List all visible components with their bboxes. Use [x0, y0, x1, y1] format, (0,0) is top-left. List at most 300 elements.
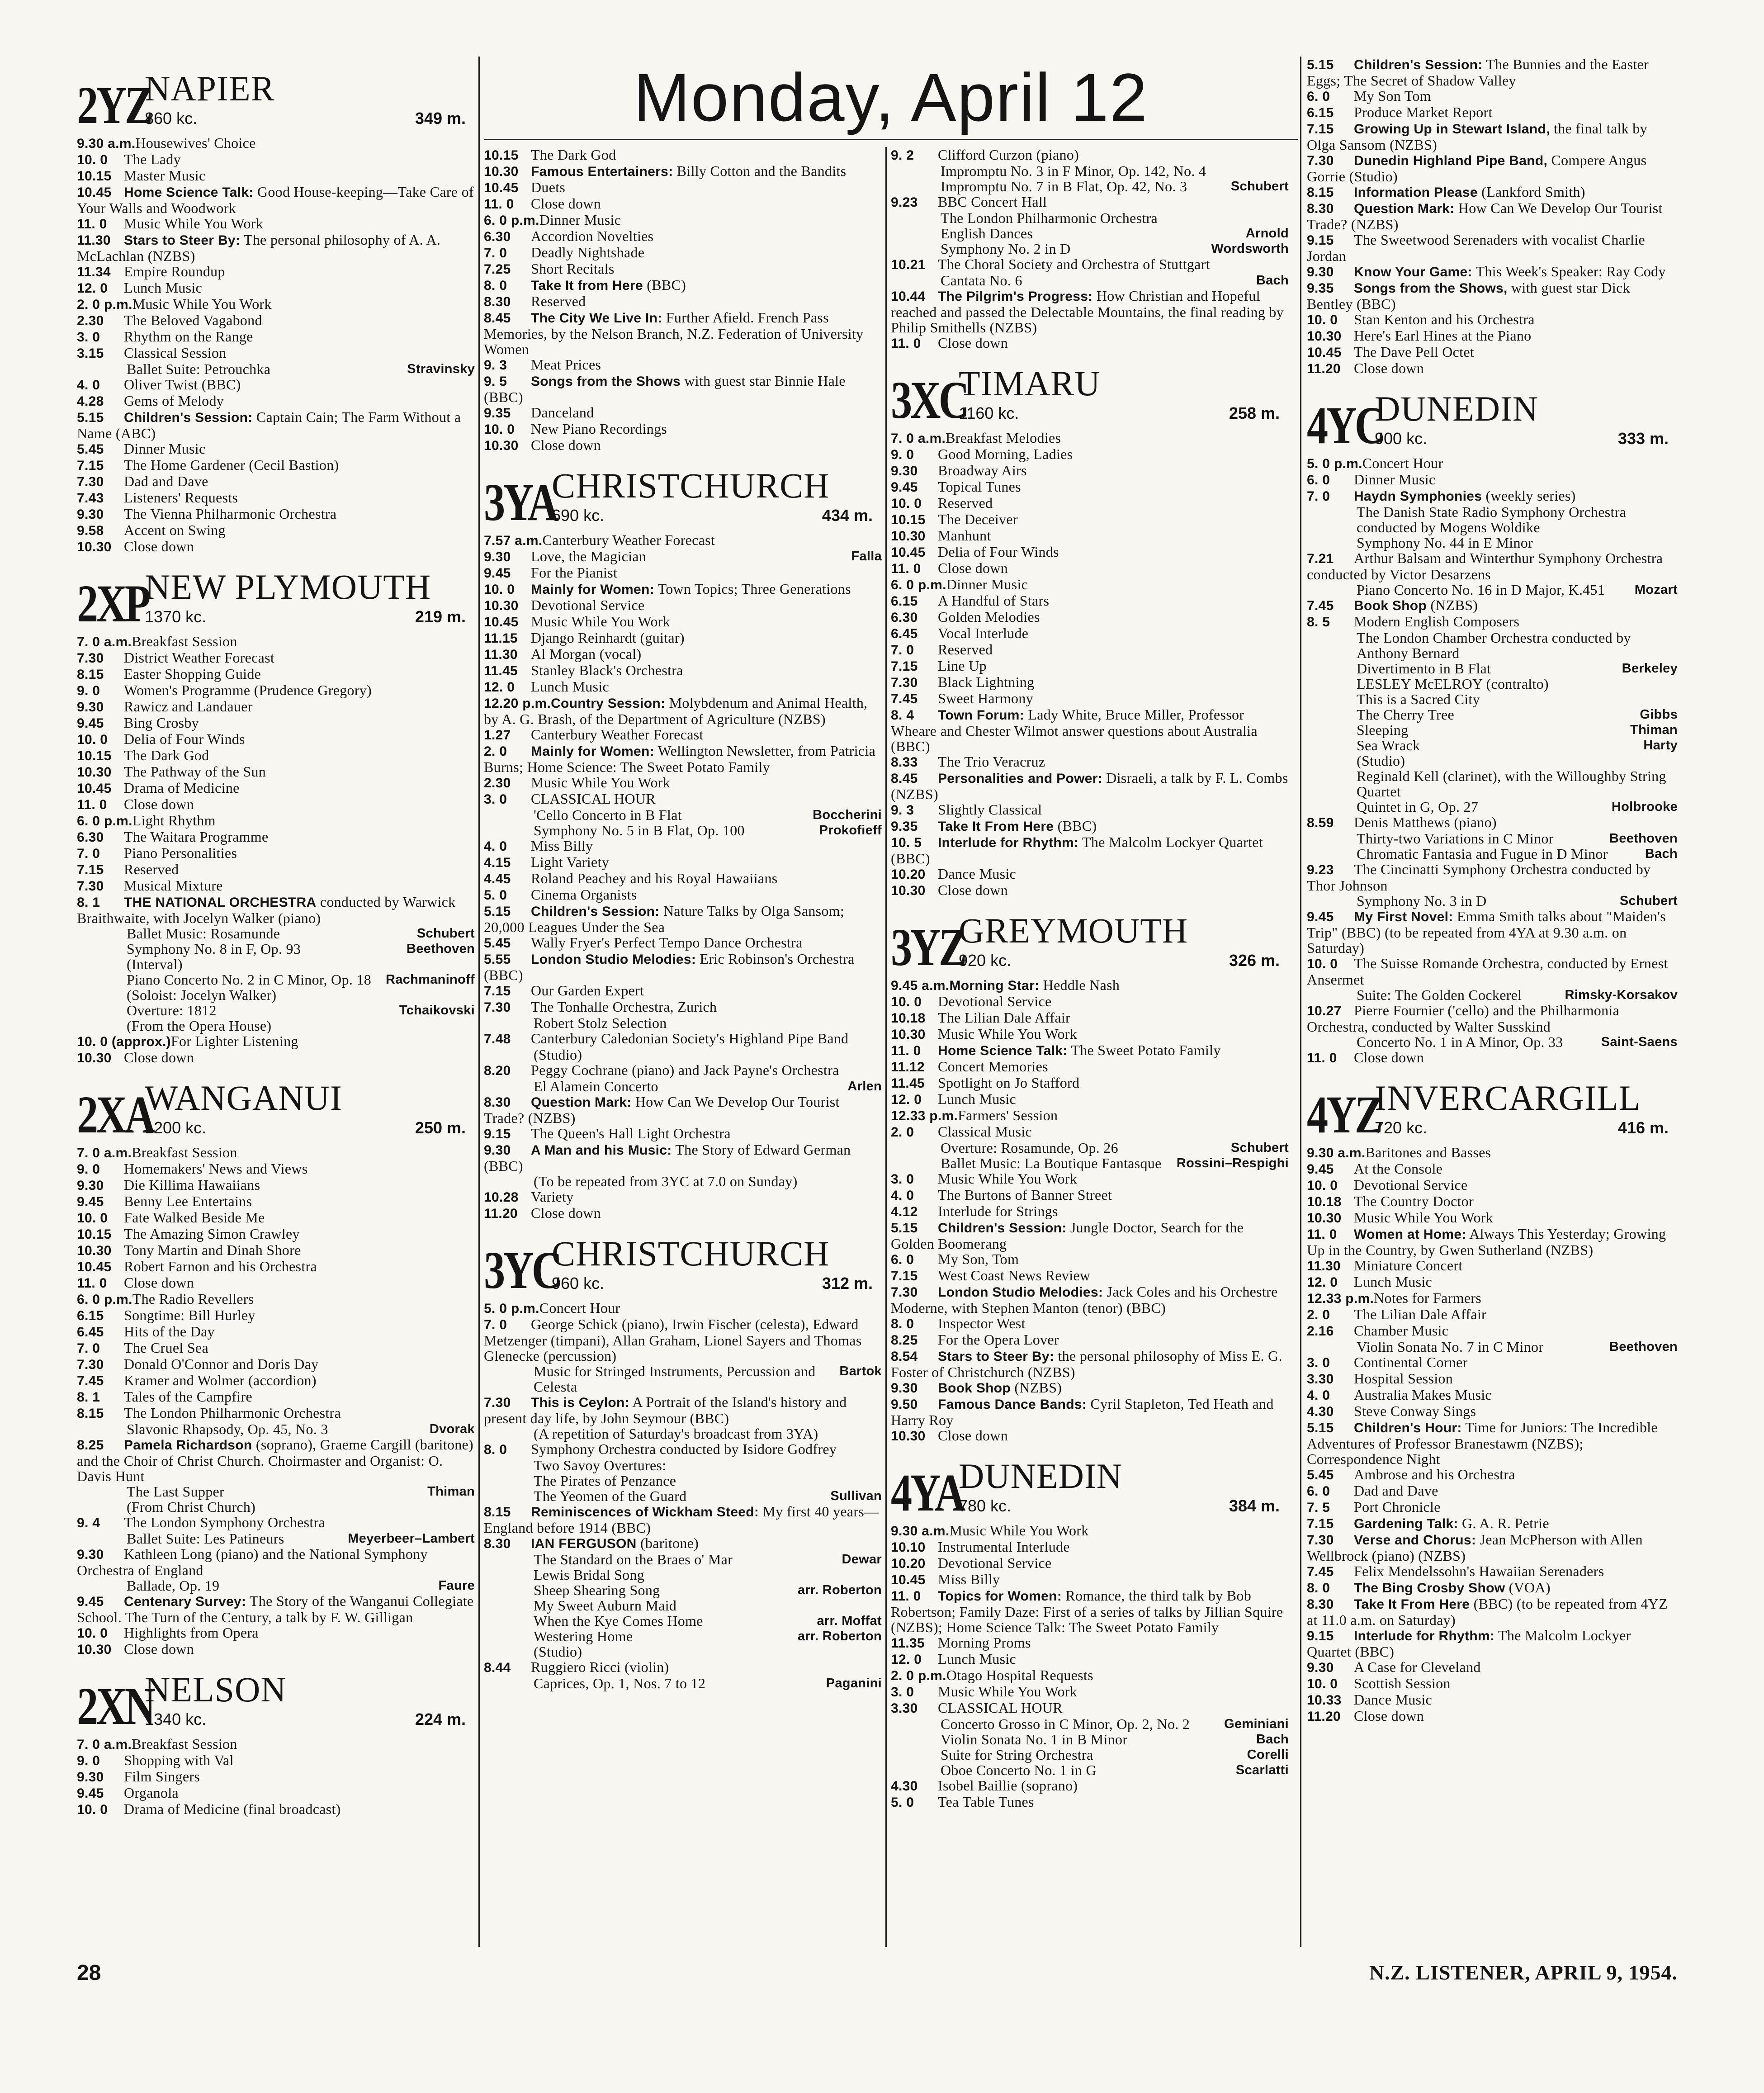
- program-time: 10. 0: [77, 152, 108, 167]
- program-item: [484, 212, 882, 228]
- program-item: [484, 823, 882, 838]
- program-time: 5. 0: [891, 1795, 914, 1810]
- program-title: Ballade, Op. 19: [127, 1577, 220, 1594]
- program-item: [77, 152, 475, 168]
- program-time: 10.18: [891, 1011, 926, 1026]
- program-item: [1307, 104, 1678, 121]
- program-time: 9.45: [891, 480, 918, 495]
- program-time: 3.30: [1307, 1372, 1334, 1387]
- program-title: Interlude for Strings: [938, 1203, 1058, 1219]
- program-item: [77, 441, 475, 457]
- program-item: [1307, 768, 1678, 799]
- program-title: LESLEY McELROY (contralto): [1357, 676, 1549, 692]
- program-item: [891, 707, 1289, 754]
- program-time: 12. 0: [891, 1092, 922, 1107]
- program-description: with guest star Dick Bentley (BBC): [1307, 279, 1630, 312]
- program-time: 10.28: [484, 1190, 519, 1205]
- program-item: [1307, 152, 1678, 184]
- program-item: [77, 1437, 475, 1484]
- program-description: Good House-keeping—Take Care of Your Walls and Woodwork: [77, 184, 474, 216]
- composer: Sullivan: [830, 1489, 882, 1503]
- program-item: [891, 1778, 1289, 1794]
- program-time: 10. 0: [1307, 1676, 1338, 1691]
- program-item: [484, 951, 882, 983]
- program-title: (Studio): [1357, 753, 1405, 769]
- program-time: 2.30: [484, 776, 511, 791]
- program-title: Sleeping: [1357, 722, 1409, 738]
- program-title: Produce Market Report: [1354, 104, 1493, 120]
- program-item: [1307, 1003, 1678, 1034]
- station-block: [891, 360, 1289, 899]
- program-time: 10.15: [484, 148, 519, 163]
- program-title: The Bing Crosby Show: [1354, 1581, 1505, 1596]
- station-city: DUNEDIN: [1375, 389, 1539, 428]
- program-title: The Lilian Dale Affair: [938, 1009, 1071, 1026]
- program-item: [1307, 550, 1678, 582]
- station-call-sign: 3YA: [484, 473, 557, 532]
- program-title: Close down: [531, 195, 601, 212]
- composer: Dvorak: [429, 1422, 475, 1436]
- program-title: Devotional Service: [1354, 1177, 1468, 1193]
- program-item: [77, 666, 475, 682]
- program-title: The Cruel Sea: [124, 1340, 208, 1356]
- program-item: [77, 1307, 475, 1324]
- program-item: [77, 393, 475, 409]
- program-title: Tea Table Tunes: [938, 1794, 1034, 1810]
- program-time: 9.30: [77, 1770, 104, 1785]
- program-time: 11.35: [891, 1636, 925, 1651]
- program-title: Songs from the Shows,: [1354, 281, 1508, 296]
- program-item: [77, 135, 475, 152]
- newspaper-page: [77, 57, 1678, 2015]
- program-time: 9.30 a.m.: [1307, 1146, 1366, 1160]
- program-item: [891, 446, 1289, 463]
- program-title: CLASSICAL HOUR: [938, 1700, 1063, 1716]
- program-item: [77, 878, 475, 894]
- program-item: [891, 834, 1289, 866]
- program-item: [484, 581, 882, 597]
- program-description: Always This Yesterday; Growing Up in the Country, by Gwen Sutherland (NZBS): [1307, 1226, 1666, 1258]
- program-time: 7. 0: [484, 246, 507, 260]
- program-item: [891, 1026, 1289, 1042]
- program-item: [484, 565, 882, 581]
- program-item: [77, 731, 475, 748]
- station-wavelength: 312 m.: [822, 1274, 873, 1293]
- program-time: 11.30: [484, 647, 518, 662]
- program-title: Continental Corner: [1354, 1354, 1468, 1370]
- program-title: Rhythm on the Range: [124, 328, 253, 345]
- station-frequency: 860 kc.: [145, 109, 198, 128]
- station-frequency: 960 kc.: [552, 1274, 605, 1293]
- program-time: 8. 0: [484, 278, 507, 293]
- column-divider: [478, 57, 480, 1947]
- program-item: [1307, 676, 1678, 691]
- program-title: Close down: [531, 1205, 601, 1221]
- program-title: (A repetition of Saturday's broadcast from 3YA): [534, 1425, 818, 1442]
- program-time: 10.30: [891, 1027, 926, 1042]
- program-description: Cyril Stapleton, Ted Heath and Harry Roy: [891, 1396, 1274, 1428]
- program-title: Golden Melodies: [938, 609, 1040, 625]
- program-title: Port Chronicle: [1354, 1499, 1441, 1515]
- program-time: 10.45: [891, 1572, 926, 1587]
- program-item: [77, 926, 475, 941]
- program-time: 2.16: [1307, 1324, 1334, 1339]
- program-time: 9.30 a.m.: [891, 1524, 950, 1539]
- program-title: The Deceiver: [938, 511, 1018, 527]
- program-time: 10.21: [891, 257, 926, 272]
- program-title: (From the Opera House): [127, 1018, 272, 1034]
- program-item: [891, 1667, 1289, 1684]
- program-item: [1307, 1274, 1678, 1290]
- program-item: [77, 748, 475, 764]
- station-city: NELSON: [145, 1670, 287, 1709]
- program-item: [891, 1539, 1289, 1555]
- program-list: [891, 1523, 1289, 1810]
- program-time: 9.30: [1307, 265, 1334, 279]
- program-item: [77, 957, 475, 972]
- program-description: G. A. R. Petrie: [1461, 1515, 1549, 1531]
- program-time: 7.30: [891, 1285, 918, 1300]
- program-time: 7.25: [484, 262, 511, 277]
- program-time: 10.15: [77, 748, 112, 763]
- program-title: Growing Up in Stewart Island,: [1354, 122, 1550, 137]
- program-title: Ballet Music: La Boutique Fantasque: [941, 1155, 1162, 1171]
- program-title: (From Christ Church): [127, 1499, 256, 1515]
- program-title: Close down: [938, 882, 1008, 898]
- program-time: 7.45: [1307, 598, 1334, 613]
- program-item: [77, 813, 475, 829]
- program-item: [891, 754, 1289, 770]
- program-time: 11. 0: [1307, 1051, 1337, 1065]
- program-title: Pierre Fournier ('cello) and the Philharmonia Orchestra, conducted by Walter Susskind: [1307, 1002, 1620, 1035]
- program-title: Music While You Work: [949, 1522, 1089, 1539]
- station-city: CHRISTCHURCH: [552, 466, 830, 505]
- program-time: 8. 1: [77, 1390, 100, 1405]
- program-description: How Can We Develop Our Tourist Trade? (NZBS): [484, 1094, 840, 1126]
- program-title: Dinner Music: [539, 212, 621, 228]
- program-time: 7. 5: [1307, 1500, 1330, 1515]
- station-city: DUNEDIN: [959, 1456, 1123, 1496]
- program-time: 8. 0: [484, 1442, 507, 1457]
- program-title: Inspector West: [938, 1315, 1026, 1331]
- program-item: [891, 1588, 1289, 1635]
- program-description: Heddle Nash: [1043, 977, 1120, 993]
- program-time: 12.33 p.m.: [1307, 1291, 1374, 1306]
- program-time: 6.30: [77, 830, 104, 845]
- program-item: [891, 1284, 1289, 1316]
- program-title: The Pathway of the Sun: [124, 763, 266, 780]
- program-time: 9.35: [891, 819, 918, 834]
- program-item: [77, 1226, 475, 1242]
- program-title: (Studio): [534, 1046, 582, 1063]
- program-time: 7. 0 a.m.: [77, 635, 132, 649]
- program-title: Denis Matthews (piano): [1354, 814, 1497, 830]
- program-time: 10.30: [891, 1429, 926, 1444]
- program-item: [891, 163, 1289, 179]
- program-time: 9.30: [484, 1143, 511, 1158]
- program-item: [1307, 1323, 1678, 1339]
- program-time: 10.10: [891, 1540, 926, 1555]
- program-title: Dance Music: [1354, 1691, 1433, 1708]
- program-item: [484, 549, 882, 565]
- program-title: The Waitara Programme: [124, 829, 269, 845]
- program-item: [891, 1716, 1289, 1732]
- program-item: [77, 361, 475, 377]
- program-item: [891, 1203, 1289, 1220]
- program-item: [1307, 582, 1678, 597]
- program-time: 11.30: [77, 233, 111, 248]
- program-item: [1307, 1420, 1678, 1467]
- program-title: Miniature Concert: [1354, 1257, 1463, 1274]
- continued-program-list: [891, 147, 1289, 351]
- program-list: [484, 1300, 882, 1691]
- program-time: 7.30: [77, 879, 104, 894]
- program-title: West Coast News Review: [938, 1267, 1091, 1283]
- program-item: [77, 1752, 475, 1769]
- program-item: [1307, 597, 1678, 614]
- program-title: Impromptu No. 7 in B Flat, Op. 42, No. 3: [941, 178, 1187, 194]
- program-item: [77, 506, 475, 522]
- program-description: Time for Juniors: The Incredible Adventures of Professor Branestawm (NZBS); Correspondence Night: [1307, 1419, 1658, 1467]
- composer: Gibbs: [1640, 707, 1678, 722]
- column-4: [1307, 57, 1678, 1979]
- program-title: Quintet in G, Op. 27: [1357, 799, 1479, 815]
- column-1: [77, 57, 475, 1979]
- program-title: Piano Concerto No. 16 in D Major, K.451: [1357, 582, 1605, 598]
- program-title: Reserved: [938, 495, 993, 511]
- program-title: The Yeomen of the Guard: [534, 1488, 687, 1504]
- program-description: (BBC) (to be repeated from 4YZ at 11.0 a.m. on Saturday): [1307, 1596, 1668, 1628]
- program-time: 10. 0: [77, 1802, 108, 1817]
- program-item: [484, 1644, 882, 1659]
- program-title: Close down: [938, 560, 1008, 576]
- program-time: 5.55: [484, 952, 511, 967]
- program-item: [1307, 1532, 1678, 1563]
- program-item: [891, 1732, 1289, 1747]
- composer: Rossini–Respighi: [1176, 1156, 1289, 1170]
- program-title: Drama of Medicine: [124, 780, 240, 796]
- program-item: [1307, 264, 1678, 280]
- continued-program-list: [1307, 57, 1678, 377]
- program-time: 12. 0: [77, 281, 108, 296]
- station-city: GREYMOUTH: [959, 911, 1188, 950]
- program-item: [1307, 1563, 1678, 1580]
- program-item: [1307, 1307, 1678, 1323]
- program-time: 8.25: [891, 1333, 918, 1348]
- program-title: The Radio Revellers: [132, 1291, 254, 1307]
- program-title: Listeners' Requests: [124, 489, 238, 506]
- composer: Meyerbeer–Lambert: [348, 1531, 475, 1546]
- program-title: Felix Mendelssohn's Hawaiian Serenaders: [1354, 1563, 1604, 1579]
- station-block: [77, 1666, 475, 1818]
- program-time: 11.45: [891, 1076, 925, 1091]
- program-item: [77, 232, 475, 264]
- program-item: [1307, 846, 1678, 862]
- program-title: Sweet Harmony: [938, 690, 1033, 706]
- page-title: Monday, April 12: [633, 59, 1149, 135]
- program-item: [891, 1762, 1289, 1778]
- program-time: 11. 0: [77, 217, 107, 232]
- program-time: 8.20: [484, 1063, 511, 1078]
- program-item: [1307, 312, 1678, 328]
- column-3: [891, 147, 1289, 1979]
- program-title: Verse and Chorus:: [1354, 1533, 1476, 1548]
- program-description: The Story of Edward German (BBC): [484, 1141, 851, 1174]
- program-item: [891, 1059, 1289, 1075]
- program-time: 6.45: [891, 626, 918, 641]
- program-title: Concerto No. 1 in A Minor, Op. 33: [1357, 1034, 1563, 1050]
- station-frequency: 720 kc.: [1375, 1118, 1428, 1137]
- program-time: 3.15: [77, 346, 104, 361]
- station-frequency: 1160 kc.: [959, 404, 1019, 422]
- station-city: TIMARU: [959, 364, 1101, 403]
- program-item: [77, 216, 475, 232]
- program-item: [77, 634, 475, 650]
- program-title: Kathleen Long (piano) and the National Symphony Orchestra of England: [77, 1546, 428, 1578]
- program-time: 7.57 a.m.: [484, 533, 543, 548]
- program-description: The Malcolm Lockyer Quartet (BBC): [1307, 1627, 1631, 1660]
- program-title: Highlights from Opera: [124, 1624, 259, 1641]
- program-time: 10.30: [77, 540, 112, 554]
- program-title: Book Shop: [1354, 598, 1427, 613]
- program-title: The Pilgrim's Progress:: [938, 289, 1093, 304]
- program-time: 5.15: [77, 410, 104, 425]
- program-time: 10.33: [1307, 1693, 1342, 1708]
- program-item: [891, 818, 1289, 834]
- program-item: [891, 560, 1289, 577]
- program-title: Children's Session:: [938, 1221, 1067, 1236]
- program-item: [891, 1380, 1289, 1396]
- program-time: 9.30: [891, 1381, 918, 1396]
- program-item: [484, 1659, 882, 1676]
- program-item: [77, 168, 475, 184]
- program-title: Arthur Balsam and Winterthur Symphony Orchestra conducted by Victor Desarzens: [1307, 550, 1663, 582]
- program-title: Children's Session:: [124, 410, 253, 425]
- program-item: [77, 1193, 475, 1210]
- program-item: [77, 1499, 475, 1515]
- program-title: Delia of Four Winds: [124, 731, 245, 747]
- program-item: [1307, 1659, 1678, 1676]
- program-item: [484, 887, 882, 903]
- program-time: 9.45: [1307, 909, 1334, 924]
- program-title: Children's Session:: [531, 904, 660, 919]
- program-time: 9.15: [484, 1127, 511, 1141]
- program-time: 10.45: [77, 1260, 112, 1274]
- program-description: Jungle Doctor, Search for the Golden Boomerang: [891, 1219, 1244, 1252]
- program-item: [484, 1504, 882, 1535]
- program-item: [1307, 1387, 1678, 1403]
- station-block: [891, 907, 1289, 1444]
- program-item: [77, 1484, 475, 1499]
- program-item: [484, 983, 882, 999]
- station-call-sign: 3YC: [484, 1241, 561, 1300]
- program-item: [891, 1794, 1289, 1810]
- program-time: 6. 0 p.m.: [77, 814, 132, 829]
- program-title: At the Console: [1354, 1160, 1443, 1177]
- program-item: [1307, 280, 1678, 312]
- program-time: 7.30: [1307, 153, 1334, 168]
- program-item: [1307, 328, 1678, 344]
- program-title: The Home Gardener (Cecil Bastion): [124, 457, 339, 473]
- program-item: [1307, 707, 1678, 722]
- program-title: Book Shop: [938, 1381, 1011, 1396]
- program-title: Music for Stringed Instruments, Percussion and Celesta: [534, 1363, 816, 1395]
- program-item: [1307, 1210, 1678, 1226]
- program-item: [1307, 1628, 1678, 1659]
- program-time: 7.45: [1307, 1564, 1334, 1579]
- station-city: WANGANUI: [145, 1078, 342, 1118]
- program-description: Wellington Newsletter, from Patricia Burns; Home Science: The Sweet Potato Family: [484, 743, 876, 775]
- program-time: 10.27: [1307, 1004, 1342, 1018]
- program-title: Close down: [938, 335, 1008, 351]
- composer: arr. Roberton: [798, 1629, 882, 1643]
- program-title: Instrumental Interlude: [938, 1539, 1070, 1555]
- program-item: [1307, 360, 1678, 377]
- program-time: 7.48: [484, 1032, 511, 1046]
- program-title: Bing Crosby: [124, 715, 199, 731]
- program-title: A Case for Cleveland: [1354, 1659, 1481, 1675]
- program-title: Breakfast Session: [132, 1144, 237, 1160]
- program-time: 7.30: [77, 651, 104, 666]
- program-title: The Dark God: [124, 747, 209, 763]
- program-title: The Standard on the Braes o' Mar: [534, 1551, 733, 1567]
- program-title: The Danish State Radio Symphony Orchestra conducted by Mogens Woldike: [1357, 504, 1627, 535]
- program-title: Music While You Work: [938, 1026, 1078, 1042]
- program-time: 10.30: [484, 598, 519, 613]
- composer: Corelli: [1247, 1747, 1289, 1762]
- program-item: [891, 1124, 1289, 1140]
- program-item: [77, 313, 475, 329]
- program-title: (Studio): [534, 1643, 582, 1660]
- program-item: [1307, 893, 1678, 909]
- program-description: How Can We Develop Our Tourist Trade? (NZBS): [1307, 200, 1663, 232]
- program-title: Take It From Here: [1354, 1597, 1470, 1612]
- program-title: Miss Billy: [938, 1571, 1000, 1587]
- program-time: 10.45: [1307, 345, 1342, 360]
- program-title: Django Reinhardt (guitar): [531, 630, 685, 646]
- program-description: Romance, the third talk by Bob Robertson; Family Daze: First of a series of talks by Jillian Squire (NZBS); Home Science Talk: The Sweet Potato Family: [891, 1587, 1283, 1635]
- program-item: [484, 1300, 882, 1316]
- program-time: 7.30: [891, 675, 918, 690]
- program-title: Famous Dance Bands:: [938, 1397, 1087, 1412]
- column-2-body: [484, 147, 882, 1691]
- program-title: A Man and his Music:: [531, 1143, 672, 1158]
- program-time: 9.30: [77, 1178, 104, 1193]
- program-item: [484, 1458, 882, 1473]
- program-description: How Christian and Hopeful reached and passed the Delectable Mountains, the final reading by Philip Smithells (NZBS): [891, 288, 1284, 336]
- program-title: Cinema Organists: [531, 886, 637, 903]
- station-header: [77, 1666, 475, 1736]
- program-time: 9.30 a.m.: [77, 136, 136, 151]
- program-title: Take It From Here: [938, 819, 1054, 834]
- program-title: Hospital Session: [1354, 1370, 1453, 1387]
- program-title: Lewis Bridal Song: [534, 1567, 645, 1583]
- program-item: [1307, 691, 1678, 707]
- program-time: 8. 0: [891, 1316, 914, 1331]
- program-item: [77, 522, 475, 539]
- program-time: 9.58: [77, 523, 104, 538]
- program-time: 10.15: [77, 169, 112, 184]
- program-title: Piano Personalities: [124, 845, 237, 861]
- program-title: Music While You Work: [132, 296, 272, 312]
- program-title: Haydn Symphonies: [1354, 489, 1482, 504]
- program-time: 5.15: [1307, 57, 1334, 72]
- station-wavelength: 224 m.: [415, 1710, 466, 1728]
- program-item: [1307, 1403, 1678, 1420]
- program-time: 9.30: [77, 700, 104, 715]
- program-item: [484, 1205, 882, 1222]
- program-item: [77, 1769, 475, 1785]
